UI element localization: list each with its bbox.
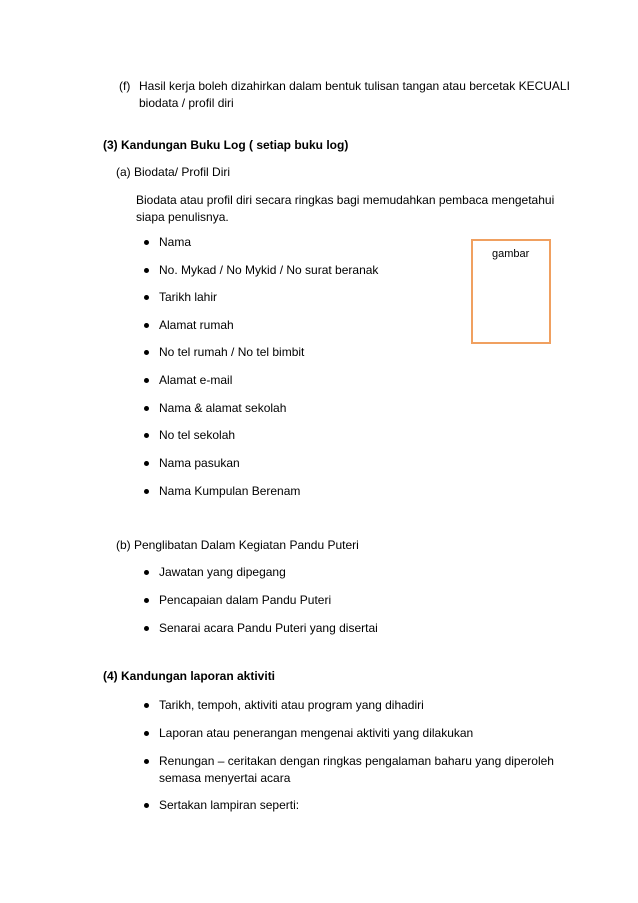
list-item: No tel rumah / No tel bimbit [159, 345, 305, 359]
bullet-icon [144, 731, 149, 736]
bullet-icon [144, 489, 149, 494]
list-item: Nama & alamat sekolah [159, 401, 287, 415]
bullet-icon [144, 626, 149, 631]
section3b-heading: (b) Penglibatan Dalam Kegiatan Pandu Puteri [116, 538, 359, 552]
list-item: Nama Kumpulan Berenam [159, 484, 301, 498]
list-item: Tarikh, tempoh, aktiviti atau program yang dihadiri [159, 698, 424, 712]
bullet-icon [144, 350, 149, 355]
bullet-icon [144, 240, 149, 245]
list-item: Alamat rumah [159, 318, 234, 332]
bullet-icon [144, 433, 149, 438]
bullet-icon [144, 703, 149, 708]
list-item: Nama pasukan [159, 456, 240, 470]
photo-placeholder-label: gambar [492, 248, 530, 260]
list-item: Senarai acara Pandu Puteri yang disertai [159, 621, 378, 635]
bullet-icon [144, 378, 149, 383]
bullet-icon [144, 803, 149, 808]
biodata-paragraph-line1: Biodata atau profil diri secara ringkas bagi memudahkan pembaca mengetahui [136, 193, 555, 207]
list-item: Jawatan yang dipegang [159, 565, 286, 579]
bullet-icon [144, 598, 149, 603]
bullet-icon [144, 759, 149, 764]
list-item: Sertakan lampiran seperti: [159, 798, 300, 812]
section3-heading: (3) Kandungan Buku Log ( setiap buku log) [103, 138, 349, 152]
item-f-line2: biodata / profil diri [139, 96, 234, 110]
list-item-continuation: semasa menyertai acara [159, 771, 291, 785]
bullet-icon [144, 295, 149, 300]
list-item: Alamat e-mail [159, 373, 233, 387]
list-item: Laporan atau penerangan mengenai aktiviti yang dilakukan [159, 726, 474, 740]
item-f-marker: (f) [119, 79, 131, 93]
bullet-icon [144, 570, 149, 575]
list-item: Renungan – ceritakan dengan ringkas pengalaman baharu yang diperoleh [159, 754, 554, 768]
list-item: Tarikh lahir [159, 290, 218, 304]
section3a-heading: (a) Biodata/ Profil Diri [116, 165, 231, 179]
bullet-icon [144, 406, 149, 411]
item-f-line1: Hasil kerja boleh dizahirkan dalam bentuk tulisan tangan atau bercetak KECUALI [139, 79, 570, 93]
bullet-icon [144, 323, 149, 328]
list-item: Pencapaian dalam Pandu Puteri [159, 593, 332, 607]
bullet-icon [144, 461, 149, 466]
bullet-icon [144, 268, 149, 273]
biodata-paragraph-line2: siapa penulisnya. [136, 210, 229, 224]
section4-heading: (4) Kandungan laporan aktiviti [103, 669, 276, 683]
list-item: Nama [159, 235, 192, 249]
list-item: No. Mykad / No Mykid / No surat beranak [159, 263, 379, 277]
list-item: No tel sekolah [159, 428, 236, 442]
